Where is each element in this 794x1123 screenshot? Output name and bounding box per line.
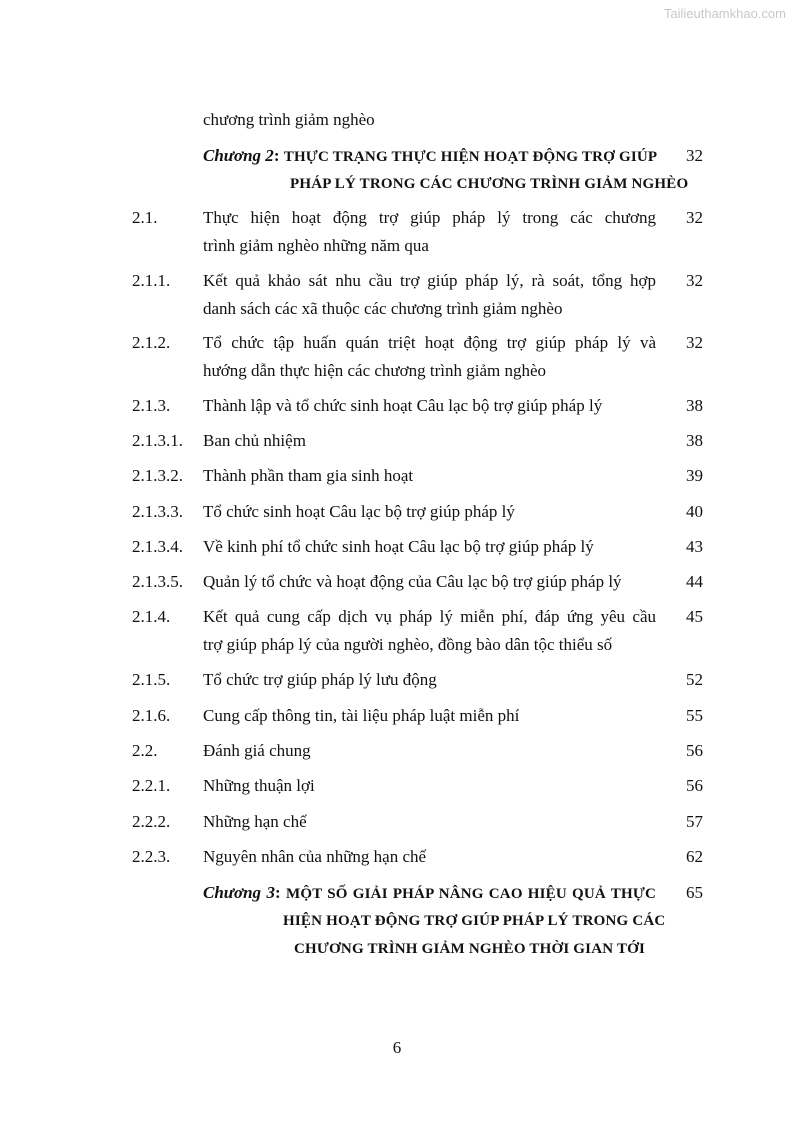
toc-entry-page: 57 bbox=[686, 812, 703, 831]
toc-entry-title: Những thuận lợi bbox=[203, 776, 315, 795]
toc-entry-number: 2.1.3.1. bbox=[132, 431, 183, 450]
chapter-3-label: Chương 3 bbox=[203, 883, 275, 902]
toc-entry-number: 2.1.3.2. bbox=[132, 466, 183, 485]
toc-entry-number: 2.1.3. bbox=[132, 396, 171, 415]
chapter-2-page: 32 bbox=[686, 146, 703, 165]
toc-entry-number: 2.1.3.5. bbox=[132, 572, 183, 591]
toc-entry-page: 45 bbox=[686, 607, 703, 626]
toc-entry-page: 38 bbox=[686, 431, 703, 450]
toc-entry-title: Cung cấp thông tin, tài liệu pháp luật miễn phí bbox=[203, 706, 520, 725]
toc-entry-title: Kết quả khảo sát nhu cầu trợ giúp pháp lý, rà soát, tổng hợp bbox=[203, 271, 656, 290]
toc-entry-page: 62 bbox=[686, 847, 703, 866]
toc-entry-number: 2.2.3. bbox=[132, 847, 171, 866]
toc-entry-number: 2.1.3.4. bbox=[132, 537, 183, 556]
toc-entry-page: 38 bbox=[686, 396, 703, 415]
toc-entry-title: Thành lập và tổ chức sinh hoạt Câu lạc bộ trợ giúp pháp lý bbox=[203, 396, 603, 415]
toc-entry-title: Tổ chức tập huấn quán triệt hoạt động trợ giúp pháp lý và bbox=[203, 333, 656, 352]
toc-entry-page: 44 bbox=[686, 572, 703, 591]
toc-entry-number: 2.2.1. bbox=[132, 776, 171, 795]
chapter-3-page: 65 bbox=[686, 883, 703, 902]
toc-entry-number: 2.1.5. bbox=[132, 670, 171, 689]
chapter-2-title-line2: PHÁP LÝ TRONG CÁC CHƯƠNG TRÌNH GIẢM NGHÈO bbox=[290, 176, 689, 192]
toc-entry-number: 2.1. bbox=[132, 208, 158, 227]
toc-entry-title: Tổ chức sinh hoạt Câu lạc bộ trợ giúp pháp lý bbox=[203, 502, 515, 521]
toc-entry-page: 32 bbox=[686, 333, 703, 352]
toc-entry-title-cont: danh sách các xã thuộc các chương trình giảm nghèo bbox=[203, 299, 563, 318]
toc-entry-number: 2.1.3.3. bbox=[132, 502, 183, 521]
toc-entry-page: 32 bbox=[686, 271, 703, 290]
toc-entry-title-cont: trình giảm nghèo những năm qua bbox=[203, 236, 429, 255]
toc-entry-title: Thực hiện hoạt động trợ giúp pháp lý trong các chương bbox=[203, 208, 656, 227]
toc-entry-number: 2.1.2. bbox=[132, 333, 171, 352]
toc-entry-page: 56 bbox=[686, 741, 703, 760]
toc-entry-page: 52 bbox=[686, 670, 703, 689]
toc-entry-title-cont: trợ giúp pháp lý của người nghèo, đồng bào dân tộc thiểu số bbox=[203, 635, 613, 654]
toc-entry-number: 2.1.4. bbox=[132, 607, 171, 626]
toc-entry-page: 55 bbox=[686, 706, 703, 725]
chapter-3-title-line1: MỘT SỐ GIẢI PHÁP NÂNG CAO HIỆU QUẢ THỰC bbox=[286, 886, 657, 902]
toc-entry-page: 56 bbox=[686, 776, 703, 795]
toc-entry-title-cont: hướng dẫn thực hiện các chương trình giảm nghèo bbox=[203, 361, 547, 380]
chapter-2-title-line1: THỰC TRẠNG THỰC HIỆN HOẠT ĐỘNG TRỢ GIÚP bbox=[283, 149, 658, 165]
toc-entry-title: Những hạn chế bbox=[203, 812, 307, 831]
chapter-2-label: Chương 2 bbox=[203, 146, 274, 165]
toc-entry-title: Tổ chức trợ giúp pháp lý lưu động bbox=[203, 670, 437, 689]
toc-entry-number: 2.2. bbox=[132, 741, 158, 760]
toc-entry-page: 43 bbox=[686, 537, 703, 556]
toc-entry-title: Thành phần tham gia sinh hoạt bbox=[203, 466, 414, 485]
toc-entry-title: Nguyên nhân của những hạn chế bbox=[203, 847, 427, 866]
toc-entry-title: Kết quả cung cấp dịch vụ pháp lý miễn phí, đáp ứng yêu cầu bbox=[203, 607, 656, 626]
toc-entry-page: 40 bbox=[686, 502, 703, 521]
chapter-3-title-line3: CHƯƠNG TRÌNH GIẢM NGHÈO THỜI GIAN TỚI bbox=[294, 941, 646, 957]
toc-entry-number: 2.2.2. bbox=[132, 812, 171, 831]
toc-entry-title: Đánh giá chung bbox=[203, 741, 311, 760]
toc-entry-title: Về kinh phí tổ chức sinh hoạt Câu lạc bộ trợ giúp pháp lý bbox=[203, 537, 594, 556]
toc-entry-title: Ban chủ nhiệm bbox=[203, 431, 306, 450]
page-number: 6 bbox=[392, 1038, 402, 1057]
toc-entry-page: 32 bbox=[686, 208, 703, 227]
toc-entry-page: 39 bbox=[686, 466, 703, 485]
toc-entry-number: 2.1.1. bbox=[132, 271, 171, 290]
toc-entry-title: Quản lý tổ chức và hoạt động của Câu lạc bộ trợ giúp pháp lý bbox=[203, 572, 622, 591]
toc-entry-number: 2.1.6. bbox=[132, 706, 171, 725]
watermark: Tailieuthamkhao.com bbox=[663, 6, 786, 21]
chapter-3-title-line2: HIỆN HOẠT ĐỘNG TRỢ GIÚP PHÁP LÝ TRONG CÁC bbox=[283, 913, 666, 929]
continuation-line: chương trình giảm nghèo bbox=[203, 110, 375, 129]
